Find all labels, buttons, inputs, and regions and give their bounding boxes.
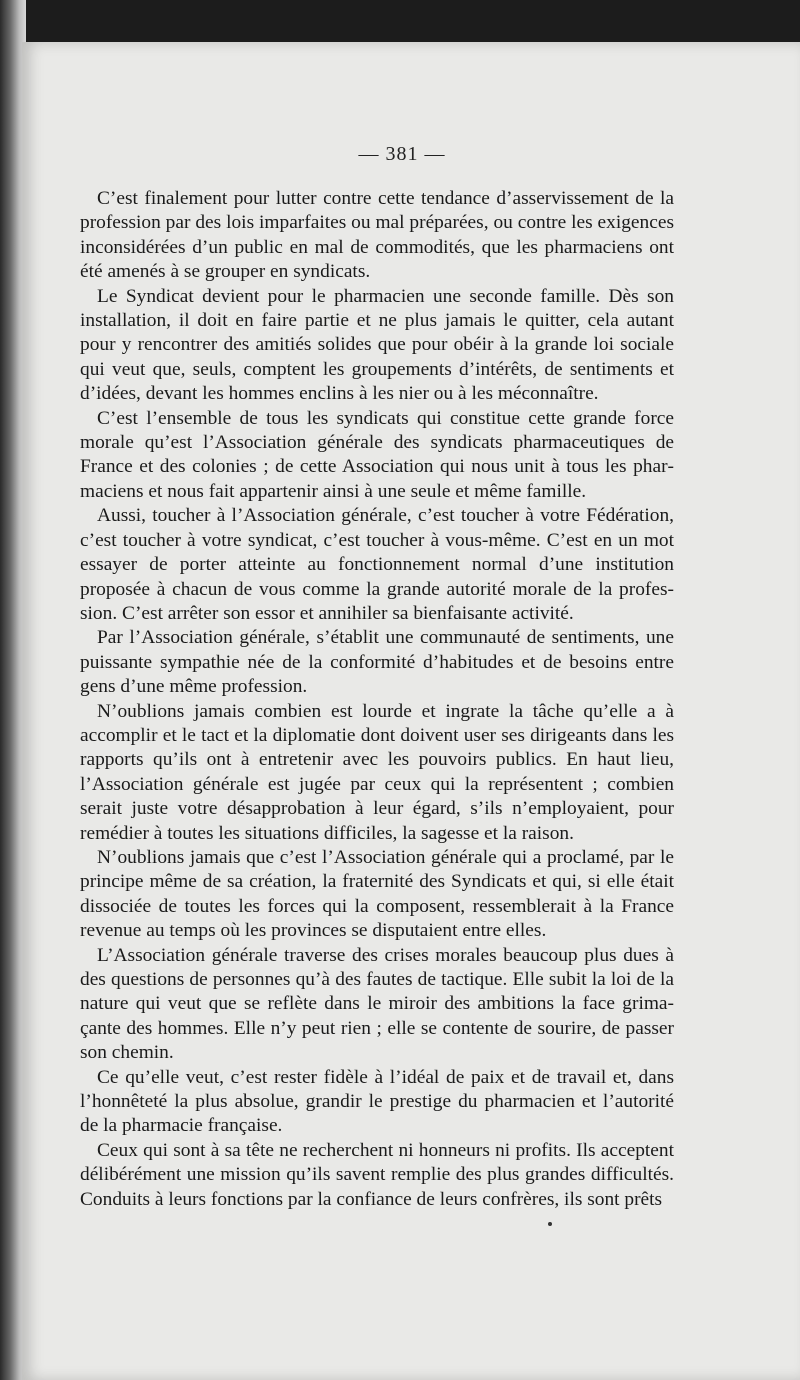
paragraph-9: Ce qu’elle veut, c’est rester fidèle à l’idéal de paix et de travail et, dans l’honnêteté la plus absolue, grandir le prestige du pharmacien et l’autorité de la pharmacie française.: [80, 1066, 674, 1137]
page-number: — 381 —: [358, 143, 446, 165]
paragraph-6: N’oublions jamais combien est lourde et ingrate la tâche qu’elle a à accomplir et le tact et la diplomatie dont doivent user ses dirigeants dans les rapports qu’ils ont à entretenir avec les pouvoirs publics. En haut lieu, l’Association générale est jugée par ceux qui la représentent ; combien serait juste votre désapprobation à leur égard, s’ils n’employaient, pour remédier à toutes les situations difficiles, la sagesse et la raison.: [80, 700, 674, 844]
paragraph-4: Aussi, toucher à l’Association générale, c’est toucher à votre Fédération, c’est toucher à votre syndicat, c’est toucher à vous-même. C’est en un mot essayer de porter atteinte au fonctionnement normal d’une institution proposée à chacun de vous comme la grande autorité morale de la profession. C’est arrêter son essor et annihiler sa bienfaisante activité.: [80, 505, 674, 624]
ink-speck: [548, 1222, 552, 1226]
paragraph-7: N’oublions jamais que c’est l’Association générale qui a proclamé, par le principe même de sa création, la fraternité des Syndicats et qui, si elle était dissociée de toutes les forces qui la composent, ressemblerait à la France revenue au temps où les provinces se disputaient entre elles.: [80, 846, 674, 942]
paragraph-1: C’est finalement pour lutter contre cette tendance d’asservissement de la profession par des lois imparfaites ou mal préparées, ou contre les exigences inconsidérées d’un public en mal de commodités, que les pharmaciens ont été amenés à se grouper en syndicats.: [80, 188, 674, 283]
paragraph-8: L’Association générale traverse des crises morales beaucoup plus dues à des questions de personnes qu’à des fautes de tactique. Elle subit la loi de la nature qui veut que se reflète dans le miroir des ambitions la face grimaçante des hommes. Elle n’y peut rien ; elle se contente de sourire, de passer son chemin.: [80, 944, 674, 1064]
paragraph-3: C’est l’ensemble de tous les syndicats qui constitue cette grande force morale qu’est l’Association générale des syndicats pharmaceutiques de France et des colonies ; de cette Association qui nous unit à tous les pharmaciens et nous fait appartenir ainsi à une seule et même famille.: [80, 407, 674, 502]
body-text: [80, 187, 674, 1212]
paragraph-5: Par l’Association générale, s’établit une communauté de sentiments, une puissante sympathie née de la conformité d’habitudes et de besoins entre gens d’une même profession.: [80, 627, 674, 698]
paragraph-2: Le Syndicat devient pour le pharmacien une seconde famille. Dès son installation, il doit en faire partie et ne plus jamais le quitter, cela autant pour y rencontrer des amitiés solides que pour obéir à la grande loi sociale qui veut que, seuls, comptent les groupements d’intérêts, de sentiments et d’idées, devant les hommes enclins à les nier ou à les méconnaître.: [80, 285, 674, 405]
paragraph-10: Ceux qui sont à sa tête ne recherchent ni honneurs ni profits. Ils acceptent délibérément une mission qu’ils savent remplie des plus grandes difficultés. Conduits à leurs fonctions par la confiance de leurs confrères, ils sont prêts: [80, 1139, 674, 1210]
book-page: [22, 42, 800, 1380]
